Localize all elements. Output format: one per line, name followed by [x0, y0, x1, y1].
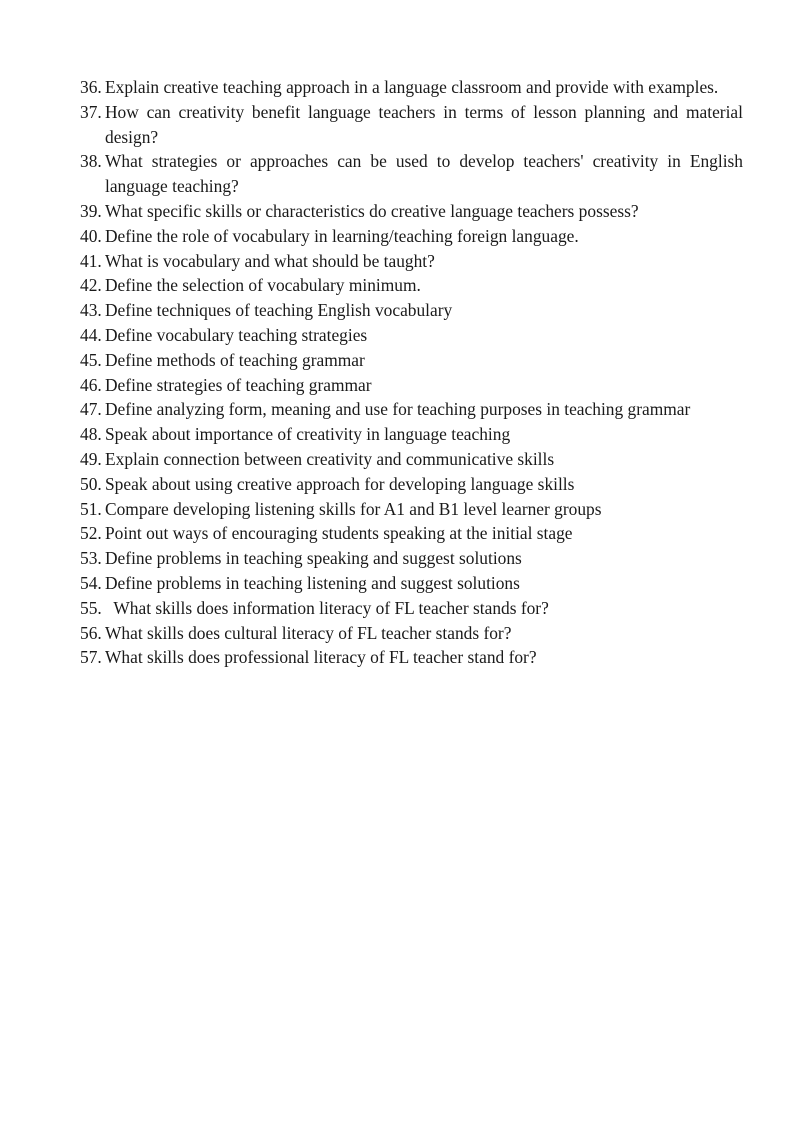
question-text: Define methods of teaching grammar: [105, 349, 365, 370]
question-item: [80, 100, 743, 150]
question-text: What is vocabulary and what should be taught?: [105, 250, 435, 271]
question-text: Define vocabulary teaching strategies: [105, 324, 368, 345]
question-number: 47.: [80, 399, 102, 420]
question-text: What specific skills or characteristics do creative language teachers possess?: [105, 200, 639, 221]
question-text: Speak about importance of creativity in language teaching: [105, 424, 511, 445]
question-item: [80, 546, 743, 571]
question-item: [80, 273, 743, 298]
question-number: 51.: [80, 498, 102, 519]
question-text: Define techniques of teaching English vocabulary: [105, 300, 453, 321]
question-number: 40.: [80, 225, 102, 246]
question-item: [80, 298, 743, 323]
question-item: [80, 571, 743, 596]
question-text: Define analyzing form, meaning and use for teaching purposes in teaching grammar: [105, 399, 691, 420]
question-item: [80, 224, 743, 249]
question-text: Define strategies of teaching grammar: [105, 374, 372, 395]
question-item: [80, 596, 743, 621]
question-text: Define the selection of vocabulary minimum.: [105, 275, 421, 296]
question-text: Explain connection between creativity and communicative skills: [105, 448, 555, 469]
question-number: 53.: [80, 548, 102, 569]
question-text: How can creativity benefit language teachers in terms of lesson planning and material design?: [105, 101, 743, 147]
question-item: [80, 75, 743, 100]
question-item: [80, 149, 743, 199]
question-item: [80, 348, 743, 373]
question-item: [80, 621, 743, 646]
question-item: [80, 447, 743, 472]
question-item: [80, 422, 743, 447]
question-number: 37.: [80, 101, 102, 122]
question-number: 44.: [80, 324, 102, 345]
question-number: 45.: [80, 349, 102, 370]
question-number: 50.: [80, 473, 102, 494]
question-number: 54.: [80, 572, 102, 593]
question-item: [80, 249, 743, 274]
question-number: 49.: [80, 448, 102, 469]
question-number: 36.: [80, 77, 102, 97]
question-item: [80, 373, 743, 398]
question-text: Define problems in teaching listening and suggest solutions: [105, 572, 520, 593]
question-item: [80, 645, 743, 670]
question-number: 39.: [80, 200, 102, 221]
question-number: 52.: [80, 523, 102, 544]
question-item: [80, 497, 743, 522]
question-number: 43.: [80, 300, 102, 321]
question-text: Define problems in teaching speaking and suggest solutions: [105, 548, 522, 569]
question-text: Explain creative teaching approach in a language classroom and provide with examples.: [105, 77, 719, 97]
question-text: What skills does information literacy of FL teacher stands for?: [105, 597, 549, 618]
question-item: [80, 199, 743, 224]
question-number: 57.: [80, 647, 102, 668]
question-number: 56.: [80, 622, 102, 643]
question-item: [80, 323, 743, 348]
question-text: What strategies or approaches can be used to develop teachers' creativity in English language teaching?: [105, 151, 743, 197]
question-text: What skills does professional literacy of FL teacher stand for?: [105, 647, 537, 668]
question-item: [80, 521, 743, 546]
question-text: What skills does cultural literacy of FL teacher stands for?: [105, 622, 512, 643]
question-number: 46.: [80, 374, 102, 395]
question-item: [80, 397, 743, 422]
question-item: [80, 472, 743, 497]
question-number: 41.: [80, 250, 102, 271]
question-text: Define the role of vocabulary in learning/teaching foreign language.: [105, 225, 579, 246]
question-number: 55.: [80, 597, 102, 618]
question-list: [80, 75, 743, 670]
question-number: 48.: [80, 424, 102, 445]
question-number: 38.: [80, 151, 102, 172]
question-text: Point out ways of encouraging students speaking at the initial stage: [105, 523, 573, 544]
question-text: Compare developing listening skills for A1 and B1 level learner groups: [105, 498, 602, 519]
question-number: 42.: [80, 275, 102, 296]
question-text: Speak about using creative approach for developing language skills: [105, 473, 575, 494]
